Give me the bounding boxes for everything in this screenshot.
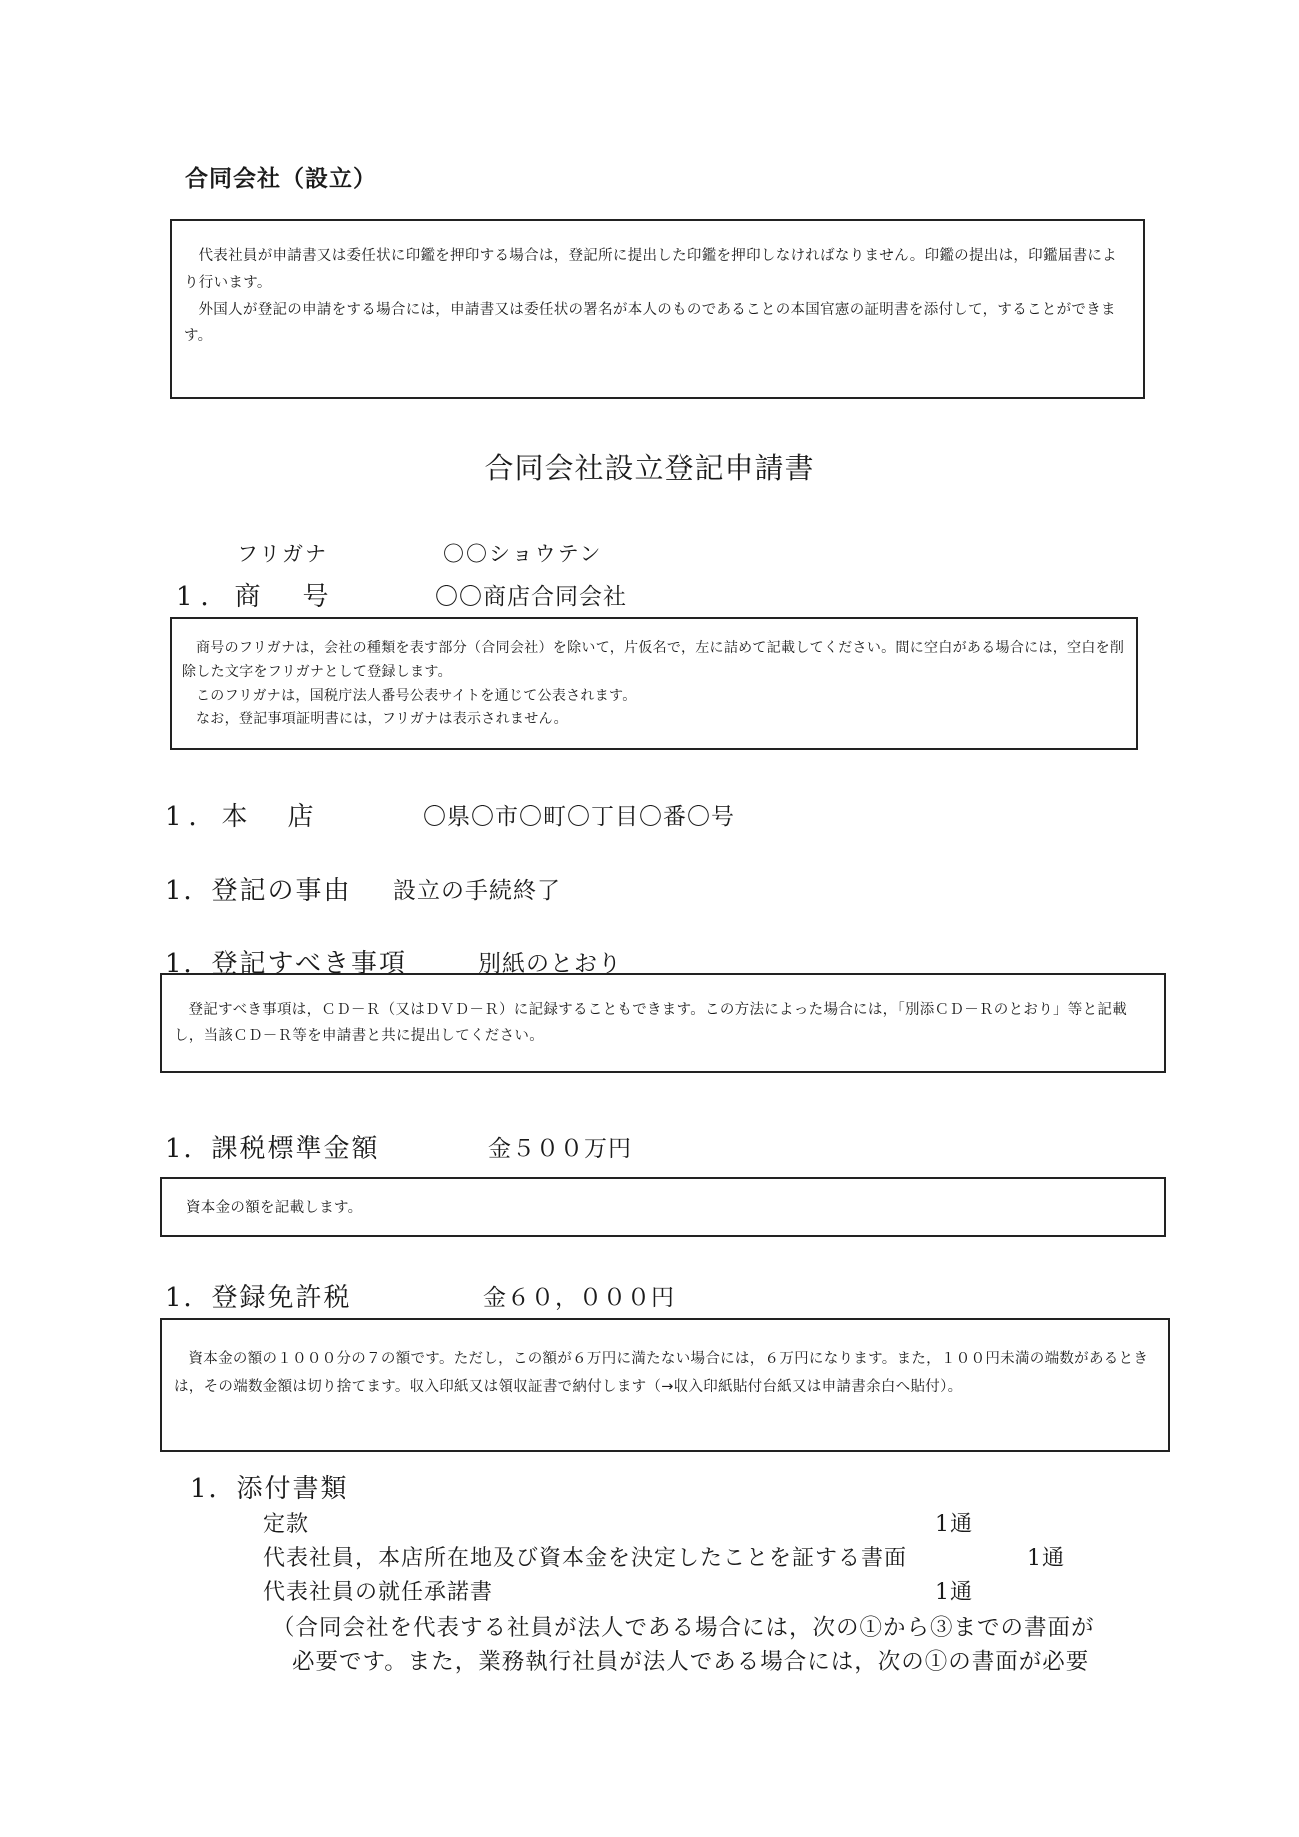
attachment-item-name: 定款: [263, 1512, 310, 1537]
attachment-item-name: 代表社員の就任承諾書: [263, 1580, 494, 1605]
head-office-label: 1．本 店: [165, 802, 321, 832]
trade-name-note-3: なお，登記事項証明書には，フリガナは表示されません。: [196, 711, 568, 728]
registration-matters-note-box: [160, 973, 1166, 1073]
trade-name-note-box: [170, 617, 1138, 750]
notice-box: [170, 219, 1145, 399]
section-title: 合同会社（設立）: [185, 166, 377, 192]
notice-paragraph-1: 代表社員が申請書又は委任状に印鑑を押印する場合は，登記所に提出した印鑑を押印しなければなりません。印鑑の提出は，印鑑届書により行います。: [184, 248, 1117, 291]
trade-name-note-2: このフリガナは，国税庁法人番号公表サイトを通じて公表されます。: [196, 687, 637, 704]
tax-base-label: 1．課税標準金額: [165, 1134, 380, 1164]
registration-reason-value: 設立の手続終了: [393, 878, 561, 904]
tax-base-note-box: [160, 1177, 1166, 1237]
attachments-footnote-line-1: （合同会社を代表する社員が法人である場合には，次の①から③までの書面が: [272, 1615, 1095, 1641]
furigana-label: フリガナ: [237, 542, 328, 566]
registration-matters-note: 登記すべき事項は，ＣＤ－Ｒ（又はＤＶＤ－Ｒ）に記録することもできます。この方法によった場合には，「別添ＣＤ－Ｒのとおり」等と記載し，当該ＣＤ－Ｒ等を申請書と共に提出してください。: [174, 1002, 1127, 1045]
tax-base-value: 金５００万円: [488, 1136, 632, 1162]
registration-tax-value: 金６０，０００円: [483, 1285, 675, 1311]
registration-tax-note: 資本金の額の１０００分の７の額です。ただし，この額が６万円に満たない場合には，６万円になります。また，１００円未満の端数があるときは，その端数金額は切り捨てます。収入印紙又は領収証書で納付します（→収入印紙貼付台紙又は申請書余白へ貼付）。: [174, 1351, 1149, 1396]
attachment-item-count: 1通: [935, 1580, 973, 1605]
registration-matters-label: 1．登記すべき事項: [165, 949, 408, 979]
trade-name-label: 1．商 号: [176, 582, 337, 612]
tax-base-note: 資本金の額を記載します。: [186, 1200, 363, 1216]
trade-name-value: 〇〇商店合同会社: [435, 584, 627, 610]
registration-reason-label: 1．登記の事由: [165, 876, 352, 906]
furigana-value: 〇〇ショウテン: [443, 542, 603, 566]
attachment-item-name: 代表社員，本店所在地及び資本金を決定したことを証する書面: [263, 1546, 908, 1571]
registration-tax-note-box: [160, 1318, 1170, 1452]
notice-paragraph-2: 外国人が登記の申請をする場合には，申請書又は委任状の署名が本人のものであることの本国官憲の証明書を添付して，することができます。: [184, 301, 1116, 345]
head-office-value: 〇県〇市〇町〇丁目〇番〇号: [423, 804, 735, 830]
attachments-label: 1．添付書類: [190, 1474, 349, 1504]
registration-tax-label: 1．登録免許税: [165, 1283, 352, 1313]
attachment-item-count: 1通: [1027, 1546, 1065, 1571]
trade-name-note-1: 商号のフリガナは，会社の種類を表す部分（合同会社）を除いて，片仮名で，左に詰めて記載してください。間に空白がある場合には，空白を削除した文字をフリガナとして登録します。: [182, 640, 1125, 680]
registration-matters-value: 別紙のとおり: [478, 951, 622, 977]
attachment-item-count: 1通: [935, 1512, 973, 1537]
document-title: 合同会社設立登記申請書: [484, 451, 815, 485]
attachments-footnote-line-2: 必要です。また，業務執行社員が法人である場合には，次の①の書面が必要: [292, 1649, 1090, 1675]
